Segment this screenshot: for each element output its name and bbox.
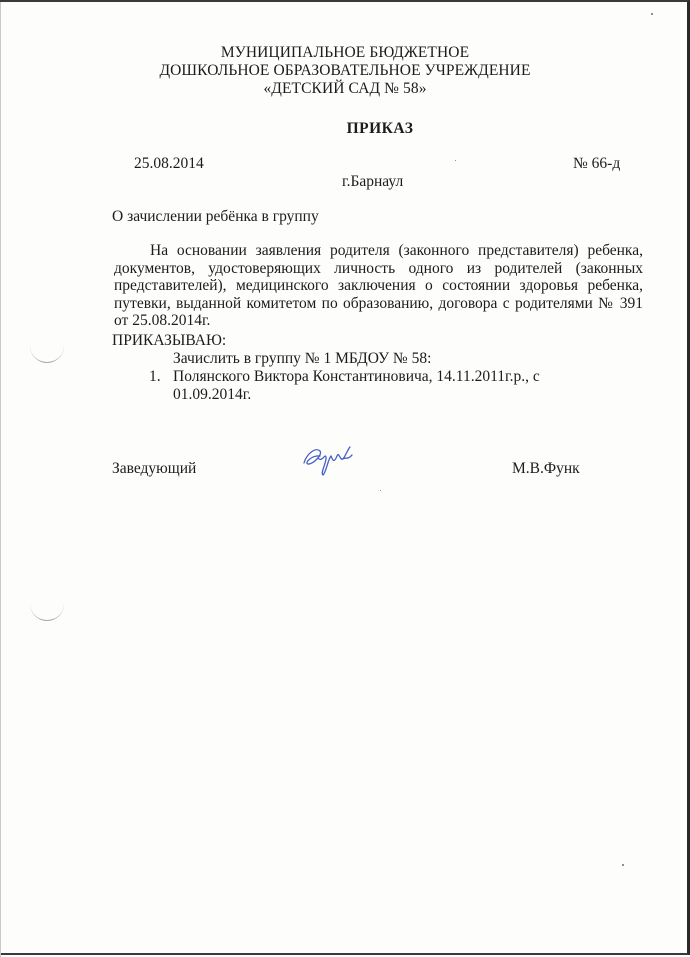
scan-speck <box>455 160 456 161</box>
document-city: г.Барнаул <box>342 173 404 190</box>
list-item-text: Полянского Виктора Константиновича, 14.11.2011г.р., с 01.09.2014г. <box>173 368 540 403</box>
enroll-instruction: Зачислить в группу № 1 МБДОУ № 58: <box>173 350 432 367</box>
document-title: ПРИКАЗ <box>346 120 414 137</box>
scan-edge <box>0 2 1 957</box>
org-header-line-1: МУНИЦИПАЛЬНОЕ БЮДЖЕТНОЕ <box>220 44 470 61</box>
signatory-name: М.В.Функ <box>512 460 580 477</box>
punch-hole-mark-top <box>30 342 64 363</box>
scan-speck <box>622 864 624 866</box>
list-item-number: 1. <box>149 368 161 385</box>
document-date: 25.08.2014 <box>134 155 204 172</box>
handwritten-signature-icon <box>298 437 360 479</box>
document-number: № 66-д <box>573 155 621 172</box>
scan-speck <box>380 490 381 491</box>
signatory-role: Заведующий <box>112 460 197 477</box>
document-subject: О зачислении ребёнка в группу <box>112 208 319 225</box>
org-header-line-3: «ДЕТСКИЙ САД № 58» <box>263 80 427 97</box>
scan-speck <box>651 13 653 15</box>
order-word: ПРИКАЗЫВАЮ: <box>112 332 227 349</box>
org-header-line-2: ДОШКОЛЬНОЕ ОБРАЗОВАТЕЛЬНОЕ УЧРЕЖДЕНИЕ <box>159 62 531 79</box>
punch-hole-mark-bottom <box>30 600 64 621</box>
document-body-paragraph: На основании заявления родителя (законного представителя) ребенка, документов, удостоверяющих личность одного из родителей (законных представителей), медицинского заключения о состоянии здоровья ребенка, путевки, выданной комитетом по образованию, договора с родителями № 391 от 25.08.2014г. <box>114 242 643 330</box>
